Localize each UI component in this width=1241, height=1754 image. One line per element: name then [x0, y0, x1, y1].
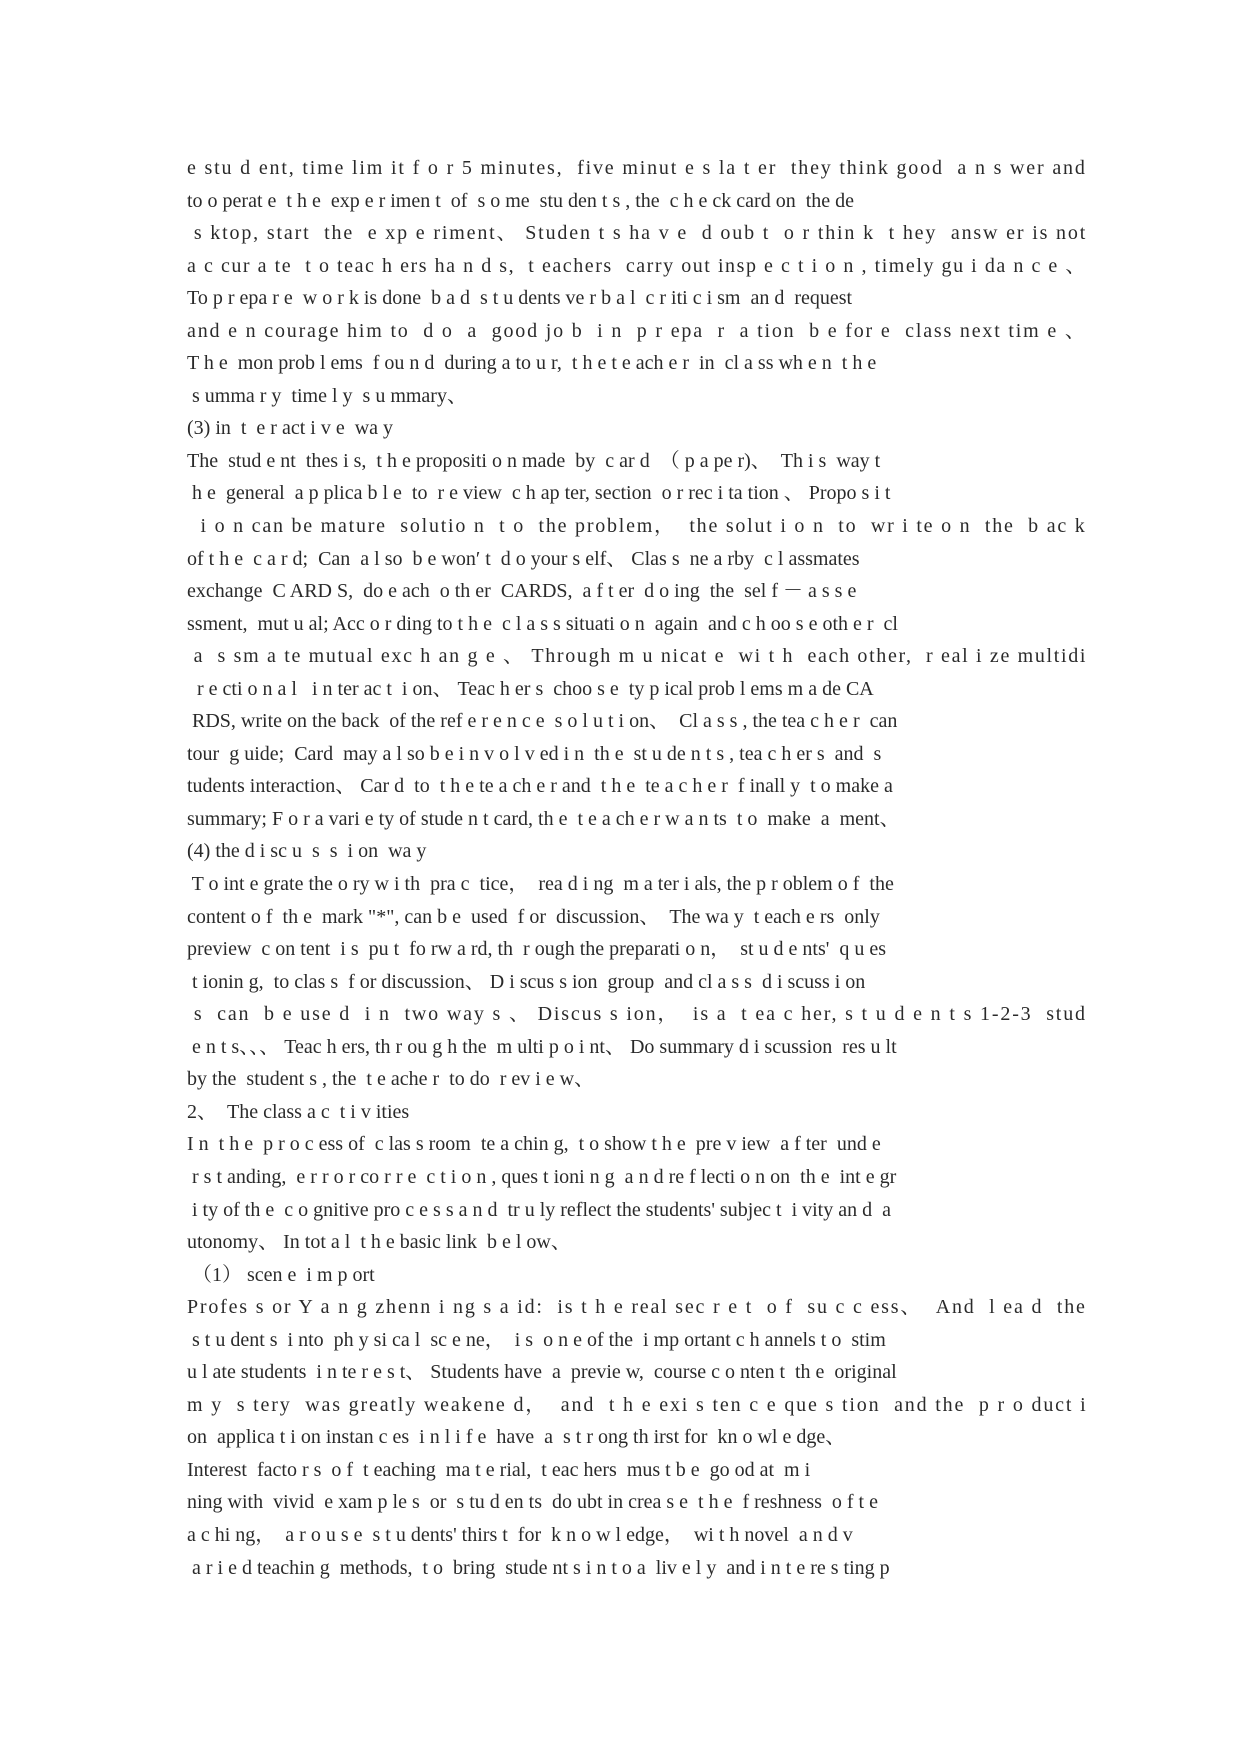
text-line: a r i e d teachin g methods, t o bring stude nt s i n t o a liv e l y and i n t e re s ting p [187, 1556, 890, 1579]
body-text [187, 152, 1087, 1584]
text-line: utonomy、 In tot a l t h e basic link b e l ow、 [187, 1231, 571, 1254]
text-line: 2、 The class a c t i v ities [187, 1100, 410, 1123]
text-line: RDS, write on the back of the ref e r e n c e s o l u t i on、 Cl a s s , the tea c h e r can [187, 710, 898, 733]
text-line: s ktop, start the e xp e riment、 Studen t s ha v e d oub t o r thin k t hey answ er is not [187, 222, 1088, 245]
text-line: of t h e c a r d; Can a l so b e won′ t d o your s elf、 Clas s ne a rby c l assmates [187, 547, 860, 570]
text-line: Interest facto r s o f t eaching ma t e rial, t eac hers mus t b e go od at m i [187, 1458, 811, 1481]
text-line: s can b e use d i n two way s 、 Discus s ion， is a t ea c her, s t u d e n t s 1-2-3 stud [187, 1003, 1087, 1026]
text-line: exchange C ARD S, do e ach o th er CARDS, a f t er d o ing the sel f － a s s e [187, 580, 857, 603]
text-line: i o n can be mature solutio n t o the problem， the solut i o n to wr i te o n the b ac k [187, 515, 1087, 538]
text-line: r s t anding, e r r o r co r r e c t i o n , ques t ioni n g a n d re f lecti o n on th e int e gr [187, 1165, 897, 1188]
text-line: Profes s or Y a n g zhenn i ng s a id: is t h e real sec r e t o f su c c ess、 And l ea d the [187, 1296, 1087, 1319]
text-line: h e general a p plica b l e to r e view c h ap ter, section o r rec i ta tion 、 Propo s i t [187, 482, 891, 505]
text-line: T h e mon prob l ems f ou n d during a to u r, t h e t e ach e r in cl a ss wh e n t h e [187, 352, 877, 375]
text-line: (4) the d i sc u s s i on wa y [187, 840, 427, 863]
text-line: （1） scen e i m p ort [187, 1263, 375, 1286]
text-line: tour g uide; Card may a l so b e i n v o l v ed i n th e st u de n t s , tea c h er s and s [187, 742, 882, 765]
text-line: s umma r y time l y s u mmary、 [187, 384, 467, 407]
text-line: To p r epa r e w o r k is done b a d s t u dents ve r b a l c r iti c i sm an d request [187, 287, 853, 310]
text-line: e n t s、、、 Teac h ers, th r ou g h the m ulti p o i nt、 Do summary d i scussion res u lt [187, 1035, 897, 1058]
text-line: I n t h e p r o c ess of c las s room te a chin g, t o show t h e pre v iew a f ter und e [187, 1133, 881, 1156]
text-line: content o f th e mark "*", can b e used f or discussion、 The wa y t each e rs only [187, 905, 880, 928]
text-line: (3) in t e r act i v e wa y [187, 417, 394, 440]
text-line: T o int e grate the o ry w i th pra c tice， rea d i ng m a ter i als, the p r oblem o f the [187, 873, 894, 896]
text-line: ssment, mut u al; Acc o r ding to t h e c l a s s situati o n again and c h oo s e oth e r cl [187, 612, 898, 635]
text-line: preview c on tent i s pu t fo rw a rd, th r ough the preparati o n， st u d e nts' q u es [187, 938, 887, 961]
text-line: r e cti o n a l i n ter ac t i on、 Teac h er s choo s e ty p ical prob l ems m a de CA [187, 677, 874, 700]
text-line: a s sm a te mutual exc h an g e 、 Through m u nicat e wi t h each other, r eal i ze multidi [187, 645, 1088, 668]
text-line: s t u dent s i nto ph y si ca l sc e ne， i s o n e of the i mp ortant c h annels t o stim [187, 1328, 886, 1351]
text-line: The stud e nt thes i s, t h e propositi o n made by c ar d （ p a pe r)、 Th i s way t [187, 449, 881, 472]
text-line: i ty of th e c o gnitive pro c e s s a n d tr u ly reflect the students' subjec t i vity an d a [187, 1198, 891, 1221]
text-line: u l ate students i n te r e s t、 Students have a previe w, course c o nten t th e original [187, 1361, 897, 1384]
text-line: by the student s , the t e ache r to do r ev i e w、 [187, 1068, 595, 1091]
text-line: a c hi ng， a r o u s e s t u dents' thirs t for k n o w l edge， wi t h novel a n d v [187, 1523, 853, 1546]
text-line: on applica t i on instan c es i n l i f e have a s t r ong th irst for kn o wl e dge、 [187, 1426, 846, 1449]
text-line: tudents interaction、 Car d to t h e te a ch e r and t h e te a c h e r f inall y t o make a [187, 775, 893, 798]
text-line: summary; F o r a vari e ty of stude n t card, th e t e a ch e r w a n ts t o make a ment、 [187, 807, 900, 830]
text-line: a c cur a te t o teac h ers ha n d s, t eachers carry out insp e c t i o n , timely gu i da n c e 、 [187, 254, 1087, 277]
text-line: and e n courage him to d o a good jo b i n p r epa r a tion b e for e class next tim e 、 [187, 319, 1087, 342]
text-line: m y s tery was greatly weakene d， and t h e exi s ten c e que s tion and the p r o duct i [187, 1393, 1088, 1416]
text-line: e stu d ent, time lim it f o r 5 minutes, five minut e s la t er they think good a n s wer and [187, 157, 1087, 179]
text-line: t ionin g, to clas s f or discussion、 D i scus s ion group and cl a s s d i scuss i on [187, 970, 866, 993]
text-line: ning with vivid e xam p le s or s tu d en ts do ubt in crea s e t h e f reshness o f t e [187, 1491, 878, 1514]
text-line: to o perat e t h e exp e r imen t of s o me stu den t s , the c h e ck card on the de [187, 189, 855, 212]
